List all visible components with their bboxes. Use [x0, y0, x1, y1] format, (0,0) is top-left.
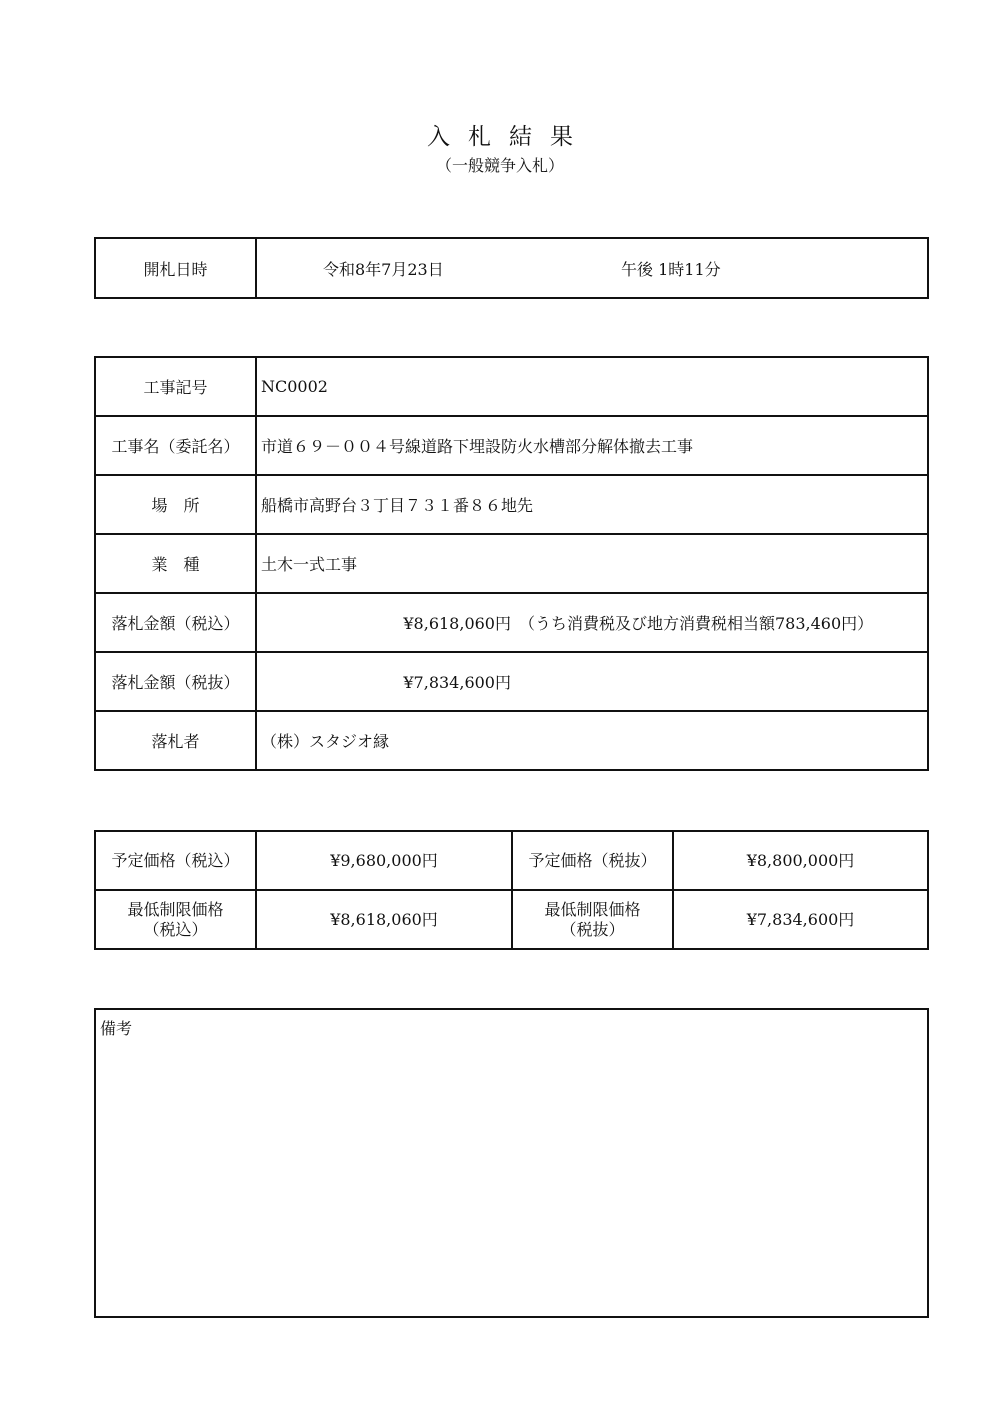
min-excl-value: ¥7,834,600円 — [673, 890, 928, 949]
location-row — [95, 475, 928, 534]
opening-datetime-value — [256, 238, 928, 298]
min-excl-label — [512, 890, 673, 949]
notes-label: 備考 — [100, 1019, 133, 1038]
amount-incl-row — [95, 593, 928, 652]
project-code-label: 工事記号 — [95, 357, 256, 416]
winner-value: （株）スタジオ縁 — [256, 711, 928, 770]
opening-datetime-table — [94, 237, 929, 299]
notes-row — [95, 1009, 928, 1317]
page-title: 入札結果 — [427, 124, 591, 150]
opening-datetime-label: 開札日時 — [95, 238, 256, 298]
project-code-row — [95, 357, 928, 416]
winner-label: 落札者 — [95, 711, 256, 770]
amount-incl-value: ¥8,618,060円 — [403, 614, 511, 633]
category-label: 業 種 — [95, 534, 256, 593]
project-code-value: NC0002 — [256, 357, 928, 416]
opening-time: 午後 1時11分 — [621, 259, 721, 279]
min-excl-label-line1: 最低制限価格 — [544, 899, 641, 919]
amount-incl-note: （うち消費税及び地方消費税相当額783,460円） — [519, 614, 874, 633]
project-name-label: 工事名（委託名） — [95, 416, 256, 475]
amount-excl-cell — [256, 652, 928, 711]
min-incl-label — [95, 890, 256, 949]
planned-excl-label: 予定価格（税抜） — [512, 831, 673, 890]
amount-excl-row — [95, 652, 928, 711]
amount-incl-cell — [256, 593, 928, 652]
planned-incl-label: 予定価格（税込） — [95, 831, 256, 890]
notes-box — [95, 1009, 928, 1317]
amount-excl-label: 落札金額（税抜） — [95, 652, 256, 711]
amount-incl-label: 落札金額（税込） — [95, 593, 256, 652]
winner-row — [95, 711, 928, 770]
planned-incl-value: ¥9,680,000円 — [256, 831, 512, 890]
page-subtitle: （一般競争入札） — [435, 156, 564, 175]
location-value: 船橋市高野台３丁目７３１番８６地先 — [256, 475, 928, 534]
planned-excl-value: ¥8,800,000円 — [673, 831, 928, 890]
min-incl-label-line1: 最低制限価格 — [127, 899, 224, 919]
project-info-table — [94, 356, 929, 771]
amount-excl-value: ¥7,834,600円 — [403, 673, 511, 692]
location-label: 場 所 — [95, 475, 256, 534]
min-incl-value: ¥8,618,060円 — [256, 890, 512, 949]
min-price-row — [95, 890, 928, 949]
planned-price-row — [95, 831, 928, 890]
project-name-value: 市道６９－００４号線道路下埋設防火水槽部分解体撤去工事 — [256, 416, 928, 475]
min-incl-label-line2: （税込） — [143, 919, 208, 939]
category-value: 土木一式工事 — [256, 534, 928, 593]
opening-date: 令和8年7月23日 — [323, 259, 444, 279]
project-name-row — [95, 416, 928, 475]
notes-table — [94, 1008, 929, 1318]
opening-datetime-row — [95, 238, 928, 298]
min-excl-label-line2: （税抜） — [560, 919, 625, 939]
price-table — [94, 830, 929, 950]
category-row — [95, 534, 928, 593]
